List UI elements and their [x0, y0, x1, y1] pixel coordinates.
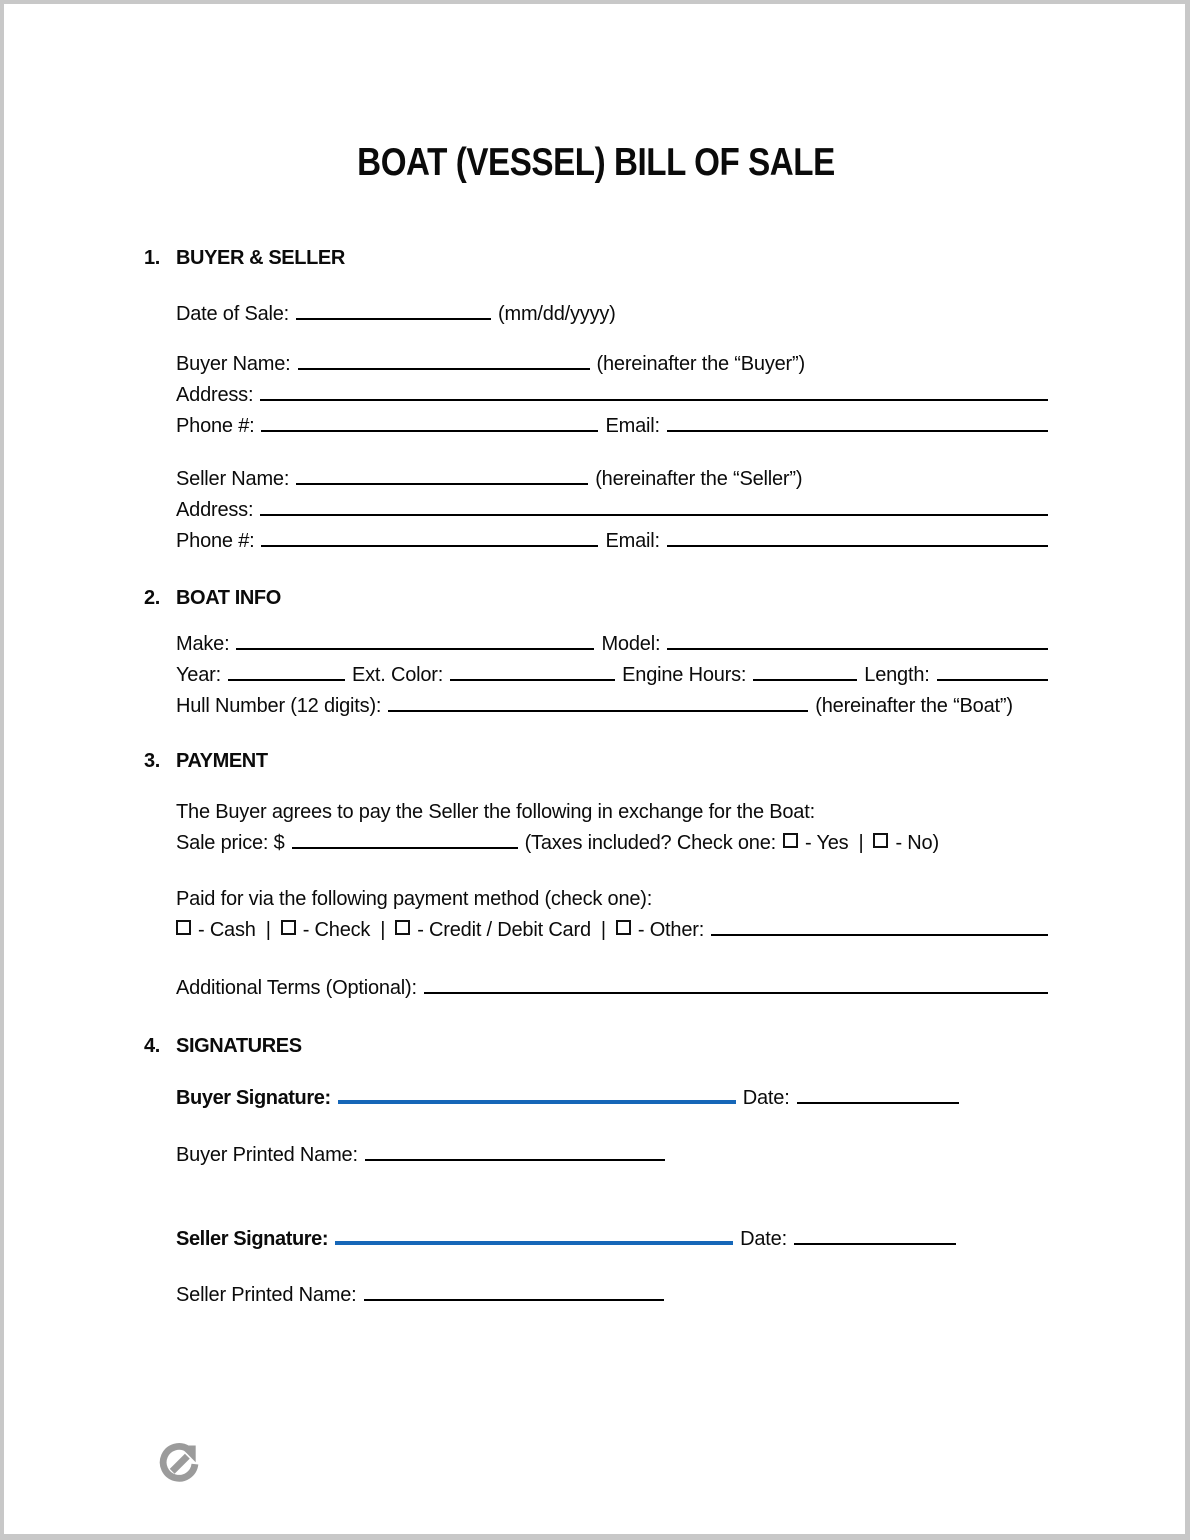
credit-debit-checkbox[interactable]: [395, 920, 410, 935]
separator: |: [265, 919, 271, 941]
additional-terms-label: Additional Terms (Optional):: [176, 977, 417, 999]
section-number: 4.: [144, 1035, 160, 1057]
seller-address-row: [176, 495, 1048, 526]
section-title: PAYMENT: [176, 750, 268, 772]
section-signatures-heading: [144, 1033, 1048, 1059]
buyer-signature-field[interactable]: [338, 1100, 736, 1104]
taxes-no-label: - No): [895, 832, 939, 854]
boat-hereinafter-note: (hereinafter the “Boat”): [815, 695, 1013, 717]
buyer-address-label: Address:: [176, 384, 254, 406]
separator: |: [600, 919, 606, 941]
length-field[interactable]: [937, 679, 1048, 681]
buyer-name-label: Buyer Name:: [176, 353, 291, 375]
seller-hereinafter-note: (hereinafter the “Seller”): [595, 468, 803, 490]
date-of-sale-field[interactable]: [296, 318, 491, 320]
section-number: 2.: [144, 587, 160, 609]
buyer-address-row: [176, 380, 1048, 411]
section-title: BOAT INFO: [176, 587, 281, 609]
section-title: BUYER & SELLER: [176, 247, 345, 269]
seller-phone-email-row: [176, 526, 1048, 557]
section-buyer-seller-heading: [144, 245, 1048, 271]
year-label: Year:: [176, 664, 221, 686]
buyer-printed-name-field[interactable]: [365, 1159, 665, 1161]
make-label: Make:: [176, 633, 230, 655]
buyer-name-field[interactable]: [298, 368, 590, 370]
buyer-phone-label: Phone #:: [176, 415, 255, 437]
seller-name-label: Seller Name:: [176, 468, 290, 490]
additional-terms-row: [176, 973, 1048, 1004]
section-number: 1.: [144, 247, 160, 269]
seller-printed-name-field[interactable]: [364, 1299, 664, 1301]
seller-phone-label: Phone #:: [176, 530, 255, 552]
cash-label: - Cash: [198, 919, 256, 941]
credit-debit-label: - Credit / Debit Card: [417, 919, 591, 941]
buyer-signature-row: [176, 1083, 1048, 1114]
seller-name-field[interactable]: [296, 483, 588, 485]
date-format-hint: (mm/dd/yyyy): [498, 303, 616, 325]
check-label: - Check: [302, 919, 371, 941]
seller-email-field[interactable]: [667, 545, 1048, 547]
buyer-email-label: Email:: [605, 415, 660, 437]
taxes-no-checkbox[interactable]: [873, 833, 888, 848]
other-checkbox[interactable]: [616, 920, 631, 935]
sale-price-row: [176, 828, 1048, 859]
section-payment-heading: [144, 748, 1048, 774]
buyer-name-row: [176, 349, 1048, 380]
hull-number-field[interactable]: [388, 710, 808, 712]
taxes-yes-label: - Yes: [805, 832, 849, 854]
document-content: [4, 140, 1185, 1486]
check-checkbox[interactable]: [281, 920, 296, 935]
separator: |: [858, 832, 864, 854]
other-label: - Other:: [637, 919, 705, 941]
additional-terms-field[interactable]: [424, 992, 1048, 994]
make-field[interactable]: [236, 648, 594, 650]
engine-hours-field[interactable]: [753, 679, 857, 681]
model-label: Model:: [601, 633, 661, 655]
seller-sign-date-label: Date:: [740, 1228, 787, 1250]
payment-method-intro-text: Paid for via the following payment method (check one):: [176, 888, 653, 910]
year-color-hours-length-row: [176, 660, 1048, 691]
seller-signature-field[interactable]: [335, 1241, 733, 1245]
seller-printed-name-label: Seller Printed Name:: [176, 1284, 357, 1306]
year-field[interactable]: [228, 679, 345, 681]
separator: |: [380, 919, 386, 941]
section-number: 3.: [144, 750, 160, 772]
payment-method-intro-row: [176, 884, 1048, 915]
seller-signature-label: Seller Signature:: [176, 1228, 329, 1250]
buyer-printed-name-row: [176, 1140, 1048, 1171]
date-of-sale-row: [176, 299, 1048, 330]
length-label: Length:: [864, 664, 930, 686]
hull-number-label: Hull Number (12 digits):: [176, 695, 382, 717]
buyer-address-field[interactable]: [260, 399, 1048, 401]
cash-checkbox[interactable]: [176, 920, 191, 935]
payment-method-options-row: [176, 915, 1048, 946]
seller-phone-field[interactable]: [261, 545, 598, 547]
buyer-hereinafter-note: (hereinafter the “Buyer”): [596, 353, 805, 375]
model-field[interactable]: [667, 648, 1048, 650]
seller-printed-name-row: [176, 1280, 1048, 1311]
seller-name-row: [176, 464, 1048, 495]
seller-sign-date-field[interactable]: [794, 1243, 956, 1245]
buyer-sign-date-label: Date:: [742, 1087, 790, 1109]
section-boat-info-heading: [144, 585, 1048, 611]
sale-price-label: Sale price: $: [176, 832, 285, 854]
circular-arrow-logo-icon: [157, 1440, 201, 1486]
buyer-email-field[interactable]: [667, 430, 1048, 432]
buyer-phone-email-row: [176, 411, 1048, 442]
seller-email-label: Email:: [605, 530, 660, 552]
buyer-printed-name-label: Buyer Printed Name:: [176, 1144, 358, 1166]
engine-hours-label: Engine Hours:: [622, 664, 747, 686]
payment-intro-row: [176, 797, 1048, 828]
taxes-yes-checkbox[interactable]: [783, 833, 798, 848]
buyer-phone-field[interactable]: [261, 430, 598, 432]
make-model-row: [176, 629, 1048, 660]
buyer-signature-label: Buyer Signature:: [176, 1087, 331, 1109]
seller-signature-row: [176, 1224, 1048, 1255]
ext-color-label: Ext. Color:: [351, 664, 444, 686]
hull-number-row: [176, 691, 1048, 722]
other-method-field[interactable]: [711, 934, 1048, 936]
seller-address-field[interactable]: [260, 514, 1048, 516]
payment-intro-text: The Buyer agrees to pay the Seller the following in exchange for the Boat:: [176, 801, 815, 823]
document-title: BOAT (VESSEL) BILL OF SALE: [357, 141, 835, 184]
buyer-sign-date-field[interactable]: [797, 1102, 959, 1104]
sale-price-field[interactable]: [292, 847, 518, 849]
date-of-sale-label: Date of Sale:: [176, 303, 290, 325]
taxes-question-label: (Taxes included? Check one:: [524, 832, 776, 854]
seller-address-label: Address:: [176, 499, 254, 521]
ext-color-field[interactable]: [450, 679, 615, 681]
section-title: SIGNATURES: [176, 1035, 302, 1057]
